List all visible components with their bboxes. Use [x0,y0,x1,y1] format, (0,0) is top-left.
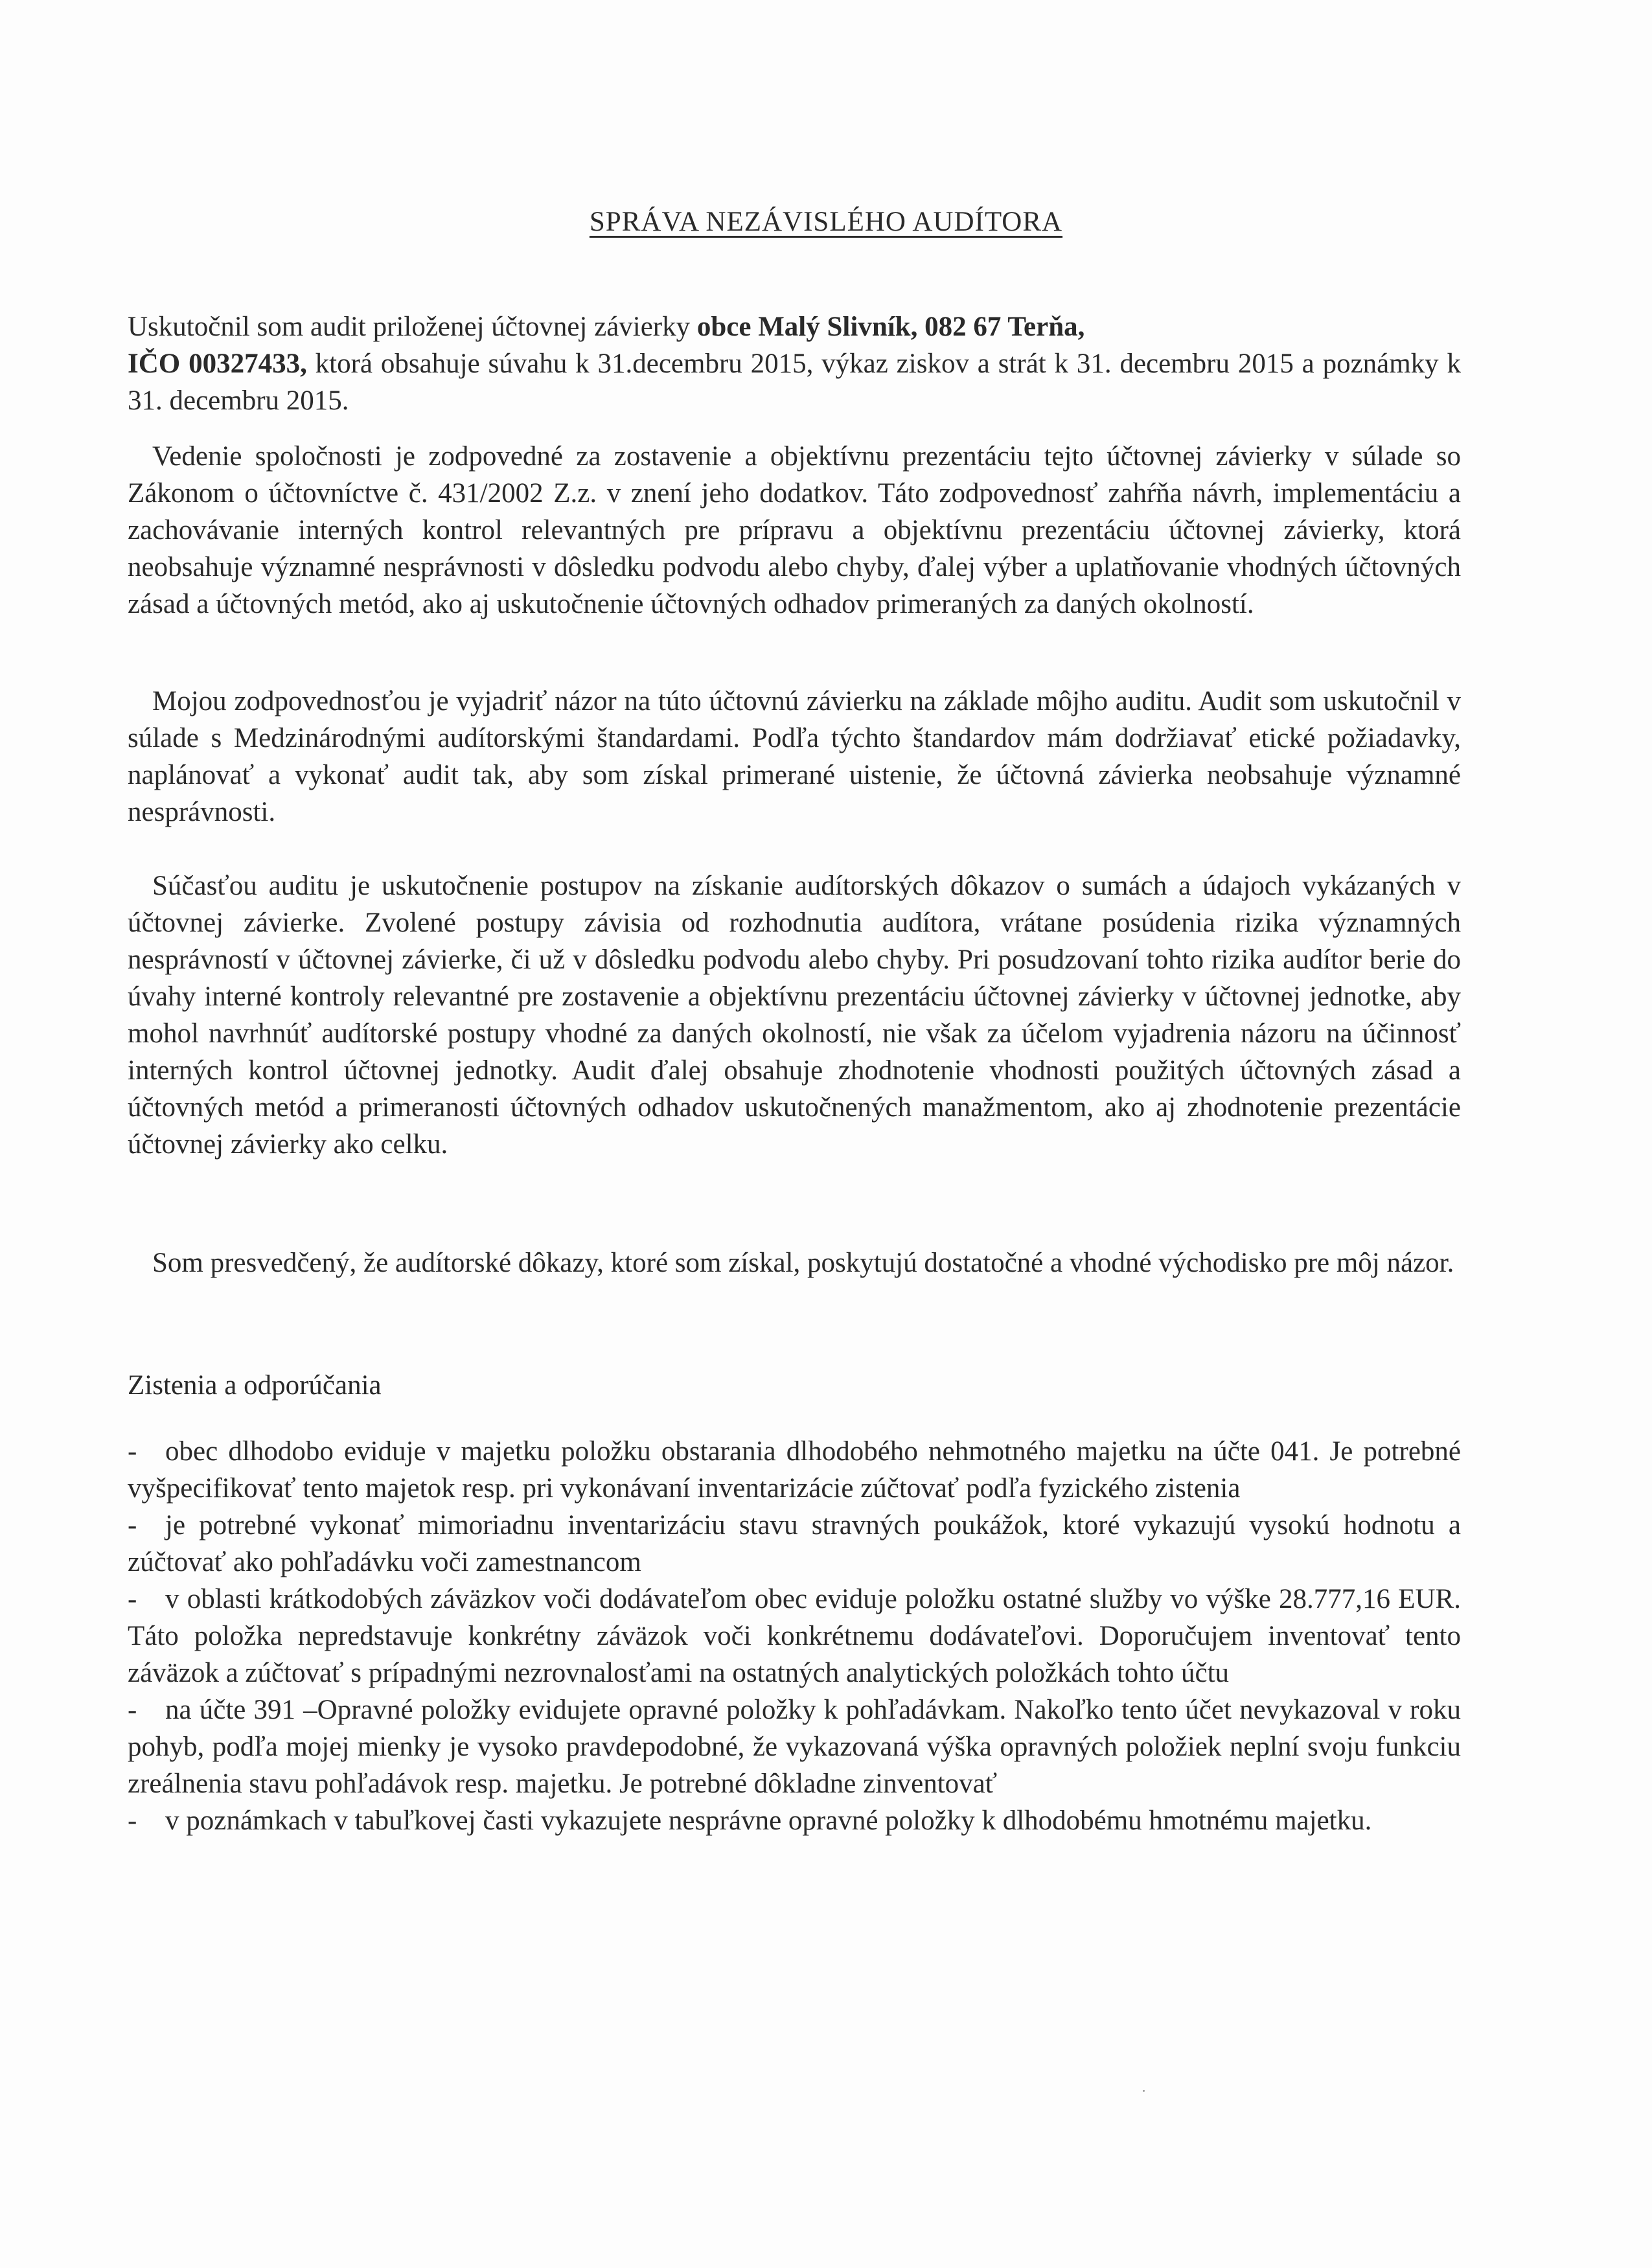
finding-dash: - [128,1510,137,1541]
document-title: SPRÁVA NEZÁVISLÉHO AUDÍTORA [589,207,1063,237]
management-responsibility-paragraph: Vedenie spoločnosti je zodpovedné za zostavenie a objektívnu prezentáciu tejto účtovnej závierky v súlade so Zákonom o účtovníctve č. 431/2002 Z.z. v znení jeho dodatkov. Táto zodpovednosť zahŕňa návrh, implementáciu a zachovávanie interných kontrol relevantných pre prípravu a objektívnu prezentáciu účtovnej závierky, ktorá neobsahuje významné nesprávnosti v dôsledku podvodu alebo chyby, ďalej výber a uplatňovanie vhodných účtovných zásad a účtovných metód, ako aj uskutočnenie účtovných odhadov primeraných za daných okolností. [128,441,1461,619]
finding-item [128,1802,1461,1839]
auditor-responsibility-paragraph: Mojou zodpovednosťou je vyjadriť názor na túto účtovnú závierku na základe môjho auditu. Audit som uskutočnil v súlade s Medzinárodnými audítorskými štandardami. Podľa týchto štandardov mám dodržiavať etické požiadavky, naplánovať a vykonať audit tak, aby som získal primerané uistenie, že účtovná závierka neobsahuje významné nesprávnosti. [128,686,1461,827]
sufficiency-paragraph: Som presvedčený, že audítorské dôkazy, ktoré som získal, poskytujú dostatočné a vhodné východisko pre môj názor. [152,1248,1454,1278]
finding-text: v oblasti krátkodobých záväzkov voči dodávateľom obec eviduje položku ostatné služby vo výške 28.777,16 EUR. Táto položka nepredstavuje konkrétny záväzok voči konkrétnemu dodávateľovi. Doporučujem inventovať tento záväzok a zúčtovať s prípadnými nezrovnalosťami na ostatných analytických položkách tohto účtu [128,1584,1461,1688]
intro-text-after: ktorá obsahuje súvahu k 31.decembru 2015, výkaz ziskov a strát k 31. decembru 2015 a poznámky k 31. decembru 2015. [128,349,1462,416]
intro-text-before: Uskutočnil som audit priloženej účtovnej závierky [128,312,697,342]
finding-text: na účte 391 –Opravné položky evidujete opravné položky k pohľadávkam. Nakoľko tento účet nevykazoval v roku pohyb, podľa mojej mienky je vysoko pravdepodobné, že vykazovaná výška opravných položiek neplní svoju funkciu zreálnenia stavu pohľadávok resp. majetku. Je potrebné dôkladne zinventovať [128,1695,1461,1799]
finding-item [128,1581,1461,1691]
entity-name: obce Malý Slivník, 082 67 Terňa, [696,312,1085,342]
finding-item [128,1507,1461,1581]
findings-heading: Zistenia a odporúčania [128,1370,382,1401]
finding-item [128,1691,1461,1802]
finding-dash: - [128,1584,137,1614]
audit-procedures-paragraph: Súčasťou auditu je uskutočnenie postupov na získanie audítorských dôkazov o sumách a údajoch vykázaných v účtovnej závierke. Zvolené postupy závisia od rozhodnutia audítora, vrátane posúdenia rizika významných nesprávností v účtovnej závierke, či už v dôsledku podvodu alebo chyby. Pri posudzovaní tohto rizika audítor berie do úvahy interné kontroly relevantné pre zostavenie a objektívnu prezentáciu účtovnej závierky v účtovnej jednotke, aby mohol navrhnúť audítorské postupy vhodné za daných okolností, nie však za účelom vyjadrenia názoru na účinnosť interných kontrol účtovnej jednotky. Audit ďalej obsahuje zhodnotenie vhodnosti použitých účtovných zásad a účtovných metód a primeranosti účtovných odhadov uskutočnených manažmentom, ako aj zhodnotenie prezentácie účtovnej závierky ako celku. [128,871,1461,1160]
finding-dash: - [128,1436,137,1467]
intro-paragraph [128,308,1461,419]
entity-ico: IČO 00327433, [128,349,307,379]
finding-text: je potrebné vykonať mimoriadnu inventarizáciu stavu stravných poukážok, ktoré vykazujú vysokú hodnotu a zúčtovať ako pohľadávku voči zamestnancom [128,1510,1461,1577]
finding-dash: - [128,1805,137,1836]
scan-speck [1143,2090,1145,2092]
finding-text: v poznámkach v tabuľkovej časti vykazujete nesprávne opravné položky k dlhodobému hmotnému majetku. [165,1805,1372,1836]
finding-dash: - [128,1695,137,1725]
finding-item [128,1433,1461,1507]
findings-list [128,1433,1461,1839]
finding-text: obec dlhodobo eviduje v majetku položku obstarania dlhodobého nehmotného majetku na účte 041. Je potrebné vyšpecifikovať tento majetok resp. pri vykonávaní inventarizácie zúčtovať podľa fyzického zistenia [128,1436,1461,1504]
